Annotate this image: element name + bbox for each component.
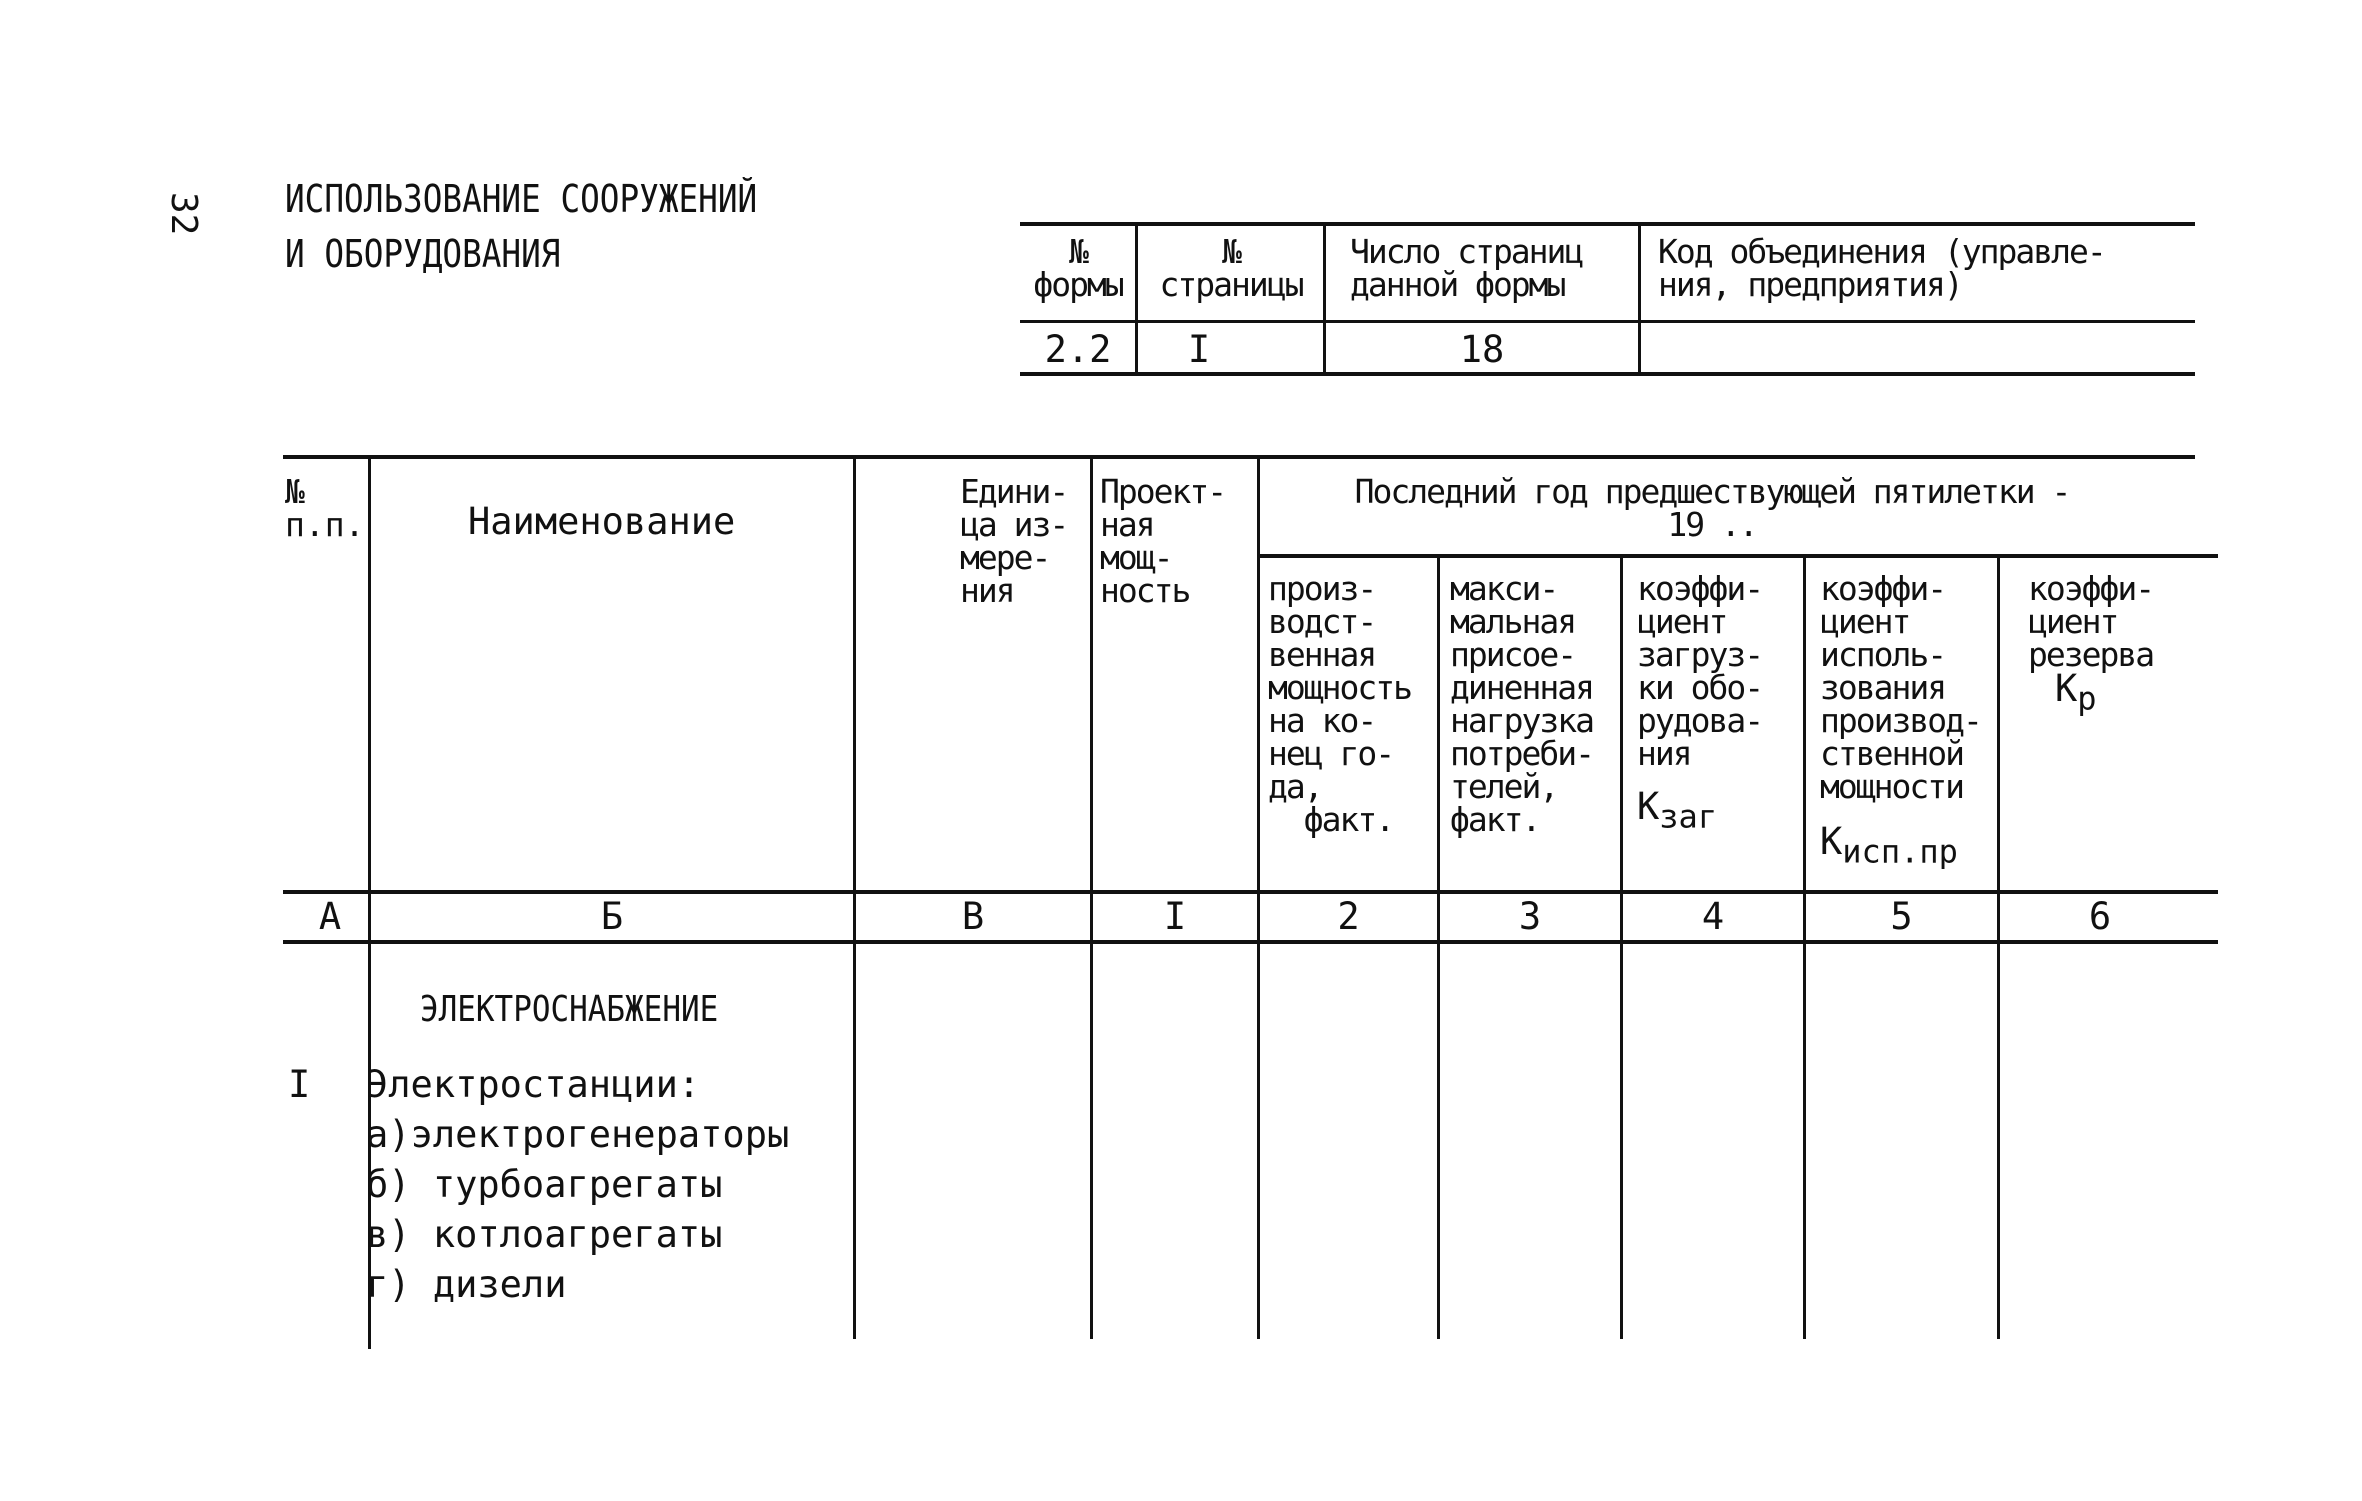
rule <box>1020 372 2195 376</box>
row-number: I <box>288 1063 311 1106</box>
divider <box>1257 457 1260 1339</box>
rule <box>1258 554 2218 558</box>
form-number-value: 2.2 <box>1044 328 1112 371</box>
col4-header: коэффи- циент загруз- ки обо- рудова- ния <box>1637 569 1763 773</box>
page-title-line1: ИСПОЛЬЗОВАНИЕ СООРУЖЕНИЙ <box>285 177 758 221</box>
divider <box>853 457 856 1339</box>
col3-header: макси- мальная присое- диненная нагрузка потреби- телей, факт. <box>1450 569 1593 839</box>
rule <box>283 890 2218 894</box>
row-name: Электростанции: <box>366 1063 701 1106</box>
divider <box>1997 556 2000 1339</box>
page-number: 32 <box>163 192 204 236</box>
rule <box>283 940 2218 944</box>
divider <box>1135 222 1138 374</box>
divider <box>1620 556 1623 1339</box>
org-code-header: Код объединения (управле- ния, предприятия) <box>1658 232 2105 304</box>
index-cell: В <box>961 895 985 938</box>
col5-header: коэффи- циент исполь- зования производ- ственной мощности <box>1820 569 1981 806</box>
row-name: в) котлоагрегаты <box>366 1213 723 1256</box>
unit-header: Едини- ца из- мере- ния <box>960 472 1068 610</box>
name-header: Наименование <box>468 500 736 543</box>
page-number-header: № страницы <box>1159 232 1303 304</box>
page-number-value: I <box>1187 328 1211 371</box>
design-capacity-header: Проект- ная мощ- ность <box>1100 472 1226 610</box>
index-cell: 5 <box>1890 895 1913 938</box>
index-cell: Б <box>600 895 624 938</box>
divider <box>1803 556 1806 1339</box>
col6-header: коэффи- циент резерва <box>2028 569 2154 674</box>
col4-symbol: $К_{заг}$ <box>1637 785 1718 836</box>
col2-header: произ- водст- венная мощность на ко- нец го- да, факт. <box>1268 569 1411 839</box>
index-cell: 6 <box>2088 895 2112 938</box>
index-cell: А <box>318 895 342 938</box>
row-name: г) дизели <box>366 1263 567 1306</box>
page-title-line2: И ОБОРУДОВАНИЯ <box>285 232 561 276</box>
num-header: № п.п. <box>285 472 365 544</box>
form-number-header: № формы <box>1033 232 1123 304</box>
page-count-value: 18 <box>1459 328 1505 371</box>
index-cell: 3 <box>1518 895 1542 938</box>
index-cell: 2 <box>1337 895 1360 938</box>
rule <box>1020 320 2195 323</box>
divider <box>1090 457 1093 1339</box>
row-name: б) турбоагрегаты <box>366 1163 723 1206</box>
row-name: а)электрогенераторы <box>366 1113 790 1156</box>
page-count-header: Число страниц данной формы <box>1350 232 1583 304</box>
rule <box>1020 222 2195 226</box>
col5-symbol: $К_{исп.пр}$ <box>1820 820 1958 871</box>
rule <box>283 455 2195 459</box>
section-title: ЭЛЕКТРОСНАБЖЕНИЕ <box>420 989 719 1030</box>
index-cell: 4 <box>1701 895 1725 938</box>
col6-symbol: $К_р$ <box>2055 667 2097 718</box>
divider <box>1638 222 1641 374</box>
divider <box>1437 556 1440 1339</box>
index-cell: I <box>1163 895 1187 938</box>
period-header: Последний год предшествующей пятилетки - 19 .. <box>1354 472 2070 544</box>
